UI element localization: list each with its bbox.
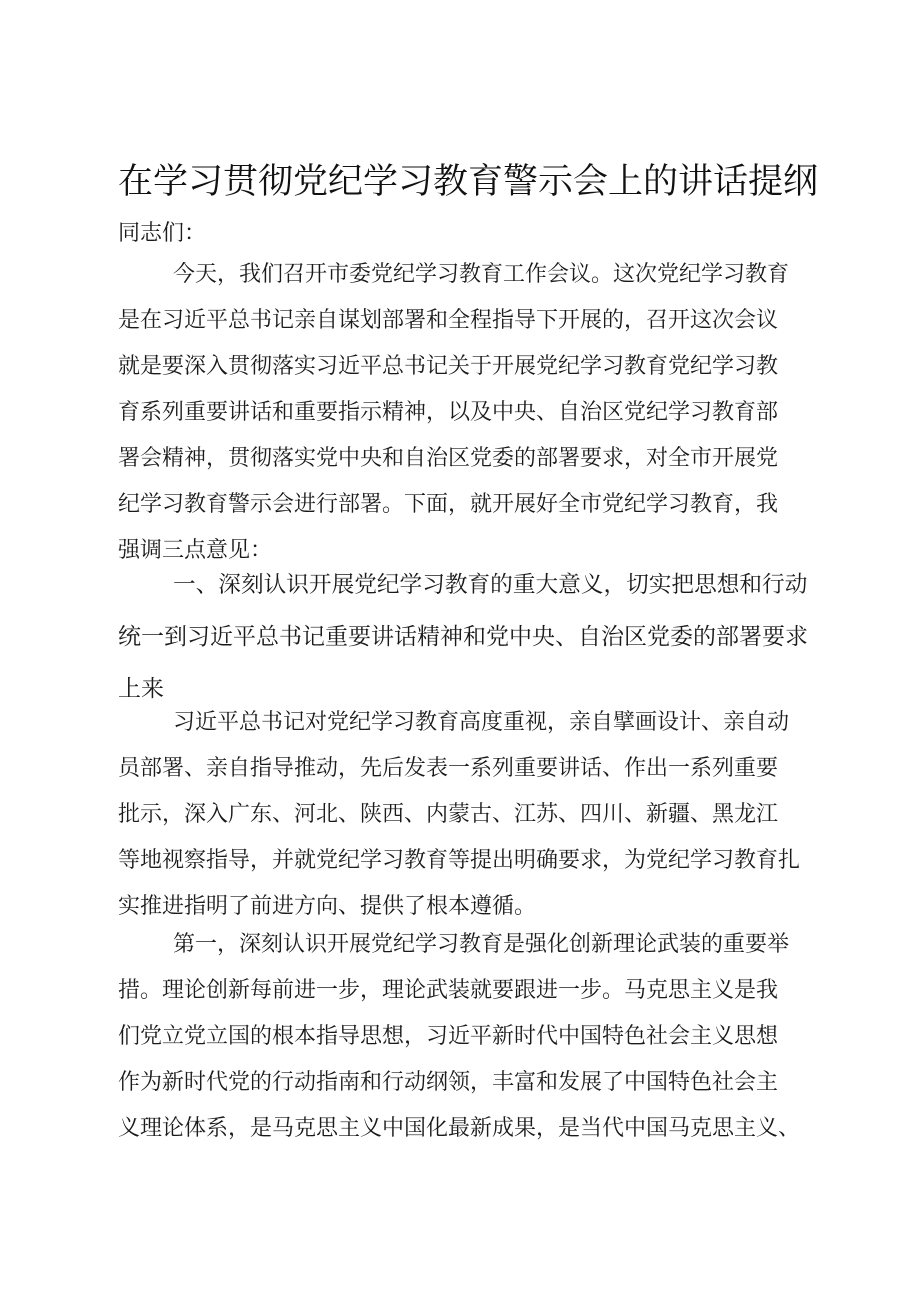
heading-line: 统一到习近平总书记重要讲话精神和党中央、自治区党委的部署要求 [118, 624, 808, 650]
document-title: 在学习贯彻党纪学习教育警示会上的讲话提纲 [118, 162, 819, 202]
paragraph-line: 实推进指明了前进方向、提供了根本遵循。 [118, 894, 537, 919]
paragraph-line: 强调三点意见： [118, 538, 273, 563]
paragraph-line: 等地视察指导，并就党纪学习教育等提出明确要求，为党纪学习教育扎 [118, 848, 801, 873]
intro-paragraph [118, 252, 808, 574]
paragraph-line: 批示，深入广东、河北、陕西、内蒙古、江苏、四川、新疆、黑龙江 [118, 802, 779, 827]
heading-line: 一、深刻认识开展党纪学习教育的重大意义，切实把思想和行动 [173, 572, 808, 598]
paragraph-line: 义理论体系，是马克思主义中国化最新成果，是当代中国马克思主义、 [118, 1116, 801, 1141]
paragraph-line: 今天，我们召开市委党纪学习教育工作会议。这次党纪学习教育 [173, 262, 790, 287]
paragraph-line: 是在习近平总书记亲自谋划部署和全程指导下开展的，召开这次会议 [118, 308, 779, 333]
paragraph-line: 作为新时代党的行动指南和行动纲领，丰富和发展了中国特色社会主 [118, 1070, 779, 1095]
heading-line: 上来 [118, 676, 164, 702]
paragraph-line: 署会精神，贯彻落实党中央和自治区党委的部署要求，对全市开展党 [118, 446, 779, 471]
paragraph-line: 育系列重要讲话和重要指示精神，以及中央、自治区党纪学习教育部 [118, 400, 779, 425]
paragraph-line: 纪学习教育警示会进行部署。下面，就开展好全市党纪学习教育，我 [118, 492, 779, 517]
section-heading-one [118, 559, 808, 715]
greeting: 同志们： [118, 221, 207, 246]
paragraph-line: 就是要深入贯彻落实习近平总书记关于开展党纪学习教育党纪学习教 [118, 354, 779, 379]
paragraph-line: 员部署、亲自指导推动，先后发表一系列重要讲话、作出一系列重要 [118, 756, 779, 781]
point-one-paragraph [118, 922, 808, 1152]
paragraph-line: 第一，深刻认识开展党纪学习教育是强化创新理论武装的重要举 [173, 932, 790, 957]
paragraph-line: 们党立党立国的根本指导思想，习近平新时代中国特色社会主义思想 [118, 1024, 779, 1049]
paragraph-line: 措。理论创新每前进一步，理论武装就要跟进一步。马克思主义是我 [118, 978, 779, 1003]
paragraph-line: 习近平总书记对党纪学习教育高度重视，亲自擘画设计、亲自动 [173, 710, 790, 735]
body-paragraph [118, 700, 808, 930]
